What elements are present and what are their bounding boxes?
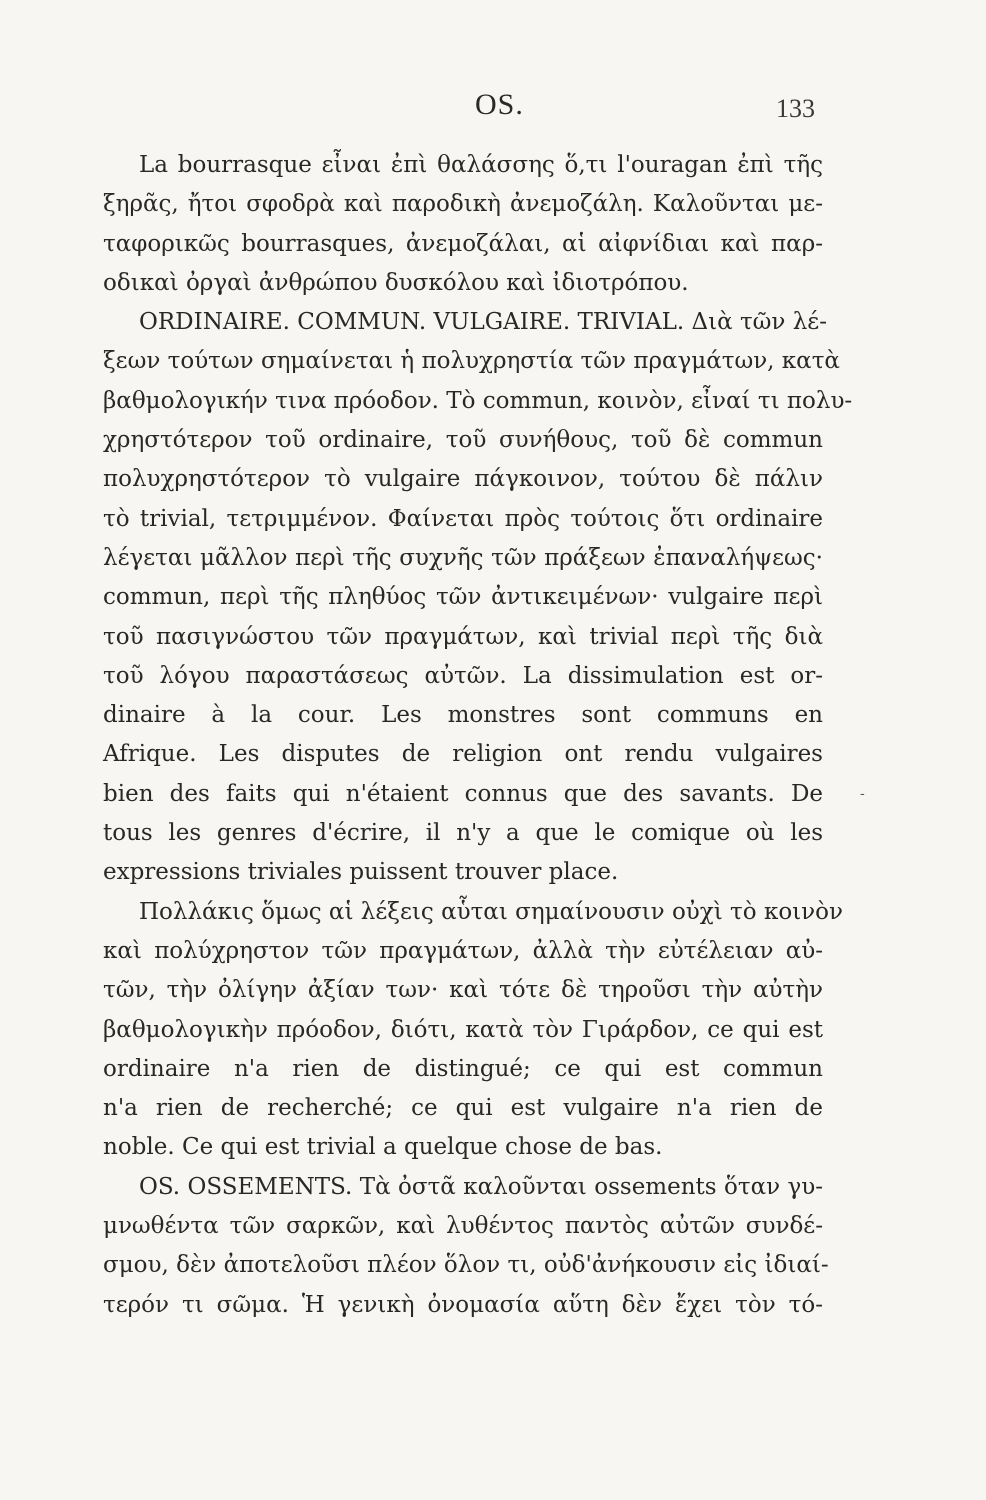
text-line: βαθμολογικὴν πρόοδον, διότι, κατὰ τὸν Γιράρδον, ce qui est — [103, 1016, 823, 1043]
text-line: τοῦ λόγου παραστάσεως αὐτῶν. La dissimulation est or- — [103, 662, 823, 689]
text-line: τὸ trivial, τετριμμένον. Φαίνεται πρὸς τούτοις ὅτι ordinaire — [103, 505, 823, 532]
text-line: οδικαὶ ὀργαὶ ἀνθρώπου δυσκόλου καὶ ἰδιοτρόπου. — [103, 269, 689, 296]
text-line: ξηρᾶς, ἤτοι σφοδρὰ καὶ παροδικὴ ἀνεμοζάλη. Καλοῦνται με- — [103, 191, 823, 218]
text-line: expressions triviales puissent trouver place. — [103, 859, 619, 886]
text-line: ξεων τούτων σημαίνεται ἡ πολυχρηστία τῶν πραγμάτων, κατὰ — [103, 348, 840, 375]
text-line: πολυχρηστότερον τὸ vulgaire πάγκοινον, τούτου δὲ πάλιν — [103, 466, 823, 493]
text-line: noble. Ce qui est trivial a quelque chose de bas. — [103, 1134, 663, 1161]
text-line: μνωθέντα τῶν σαρκῶν, καὶ λυθέντος παντὸς αὐτῶν συνδέ- — [103, 1213, 823, 1240]
text-line: βαθμολογικήν τινα πρόοδον. Τὸ commun, κοινὸν, εἶναί τι πολυ- — [103, 387, 853, 414]
text-line: commun, περὶ τῆς πληθύος τῶν ἀντικειμένων· vulgaire περὶ — [103, 584, 823, 611]
text-line: La bourrasque εἶναι ἐπὶ θαλάσσης ὅ,τι l'ouragan ἐπὶ τῆς — [139, 152, 823, 178]
text-line: χρηστότερον τοῦ ordinaire, τοῦ συνήθους, τοῦ δὲ commun — [103, 427, 823, 454]
text-line: tous les genres d'écrire, il n'y a que le comique où les — [103, 820, 823, 847]
text-line: dinaire à la cour. Les monstres sont communs en — [103, 702, 823, 729]
text-line: τῶν, τὴν ὀλίγην ἀξίαν των· καὶ τότε δὲ τηροῦσι τὴν αὐτὴν — [103, 977, 823, 1004]
text-line: ταφορικῶς bourrasques, ἀνεμοζάλαι, αἱ αἰφνίδιαι καὶ παρ- — [103, 230, 823, 257]
text-line: Afrique. Les disputes de religion ont rendu vulgaires — [103, 741, 823, 768]
text-line: bien des faits qui n'étaient connus que des savants. De — [103, 780, 823, 807]
text-line: καὶ πολύχρηστον τῶν πραγμάτων, ἀλλὰ τὴν εὐτέλειαν αὐ- — [103, 937, 823, 964]
text-line: ordinaire n'a rien de distingué; ce qui est commun — [103, 1055, 823, 1082]
entry-heading-line: OS. OSSEMENTS. Τὰ ὀστᾶ καλοῦνται ossements ὅταν γυ- — [139, 1173, 823, 1200]
text-line: λέγεται μᾶλλον περὶ τῆς συχνῆς τῶν πράξεων ἐπαναλήψεως· — [103, 544, 823, 571]
text-line: Πολλάκις ὅμως αἱ λέξεις αὗται σημαίνουσιν οὐχὶ τὸ κοινὸν — [139, 898, 843, 925]
running-head — [0, 88, 986, 128]
text-line: τοῦ πασιγνώστου τῶν πραγμάτων, καὶ trivial περὶ τῆς διὰ — [103, 623, 823, 650]
body-text — [103, 146, 853, 1325]
text-line: τερόν τι σῶμα. Ἡ γενικὴ ὀνομασία αὕτη δὲν ἔχει τὸν τό- — [103, 1291, 823, 1318]
text-line: n'a rien de recherché; ce qui est vulgaire n'a rien de — [103, 1095, 823, 1122]
page-number: 133 — [776, 94, 815, 123]
entry-heading-line: ORDINAIRE. COMMUN. VULGAIRE. TRIVIAL. Διὰ τῶν λέ- — [139, 309, 827, 336]
margin-mark: - — [860, 786, 865, 802]
page-title: OS. — [475, 88, 524, 121]
text-line: σμου, δὲν ἀποτελοῦσι πλέον ὅλον τι, οὐδ'ἀνήκουσιν εἰς ἰδιαί- — [103, 1252, 829, 1279]
